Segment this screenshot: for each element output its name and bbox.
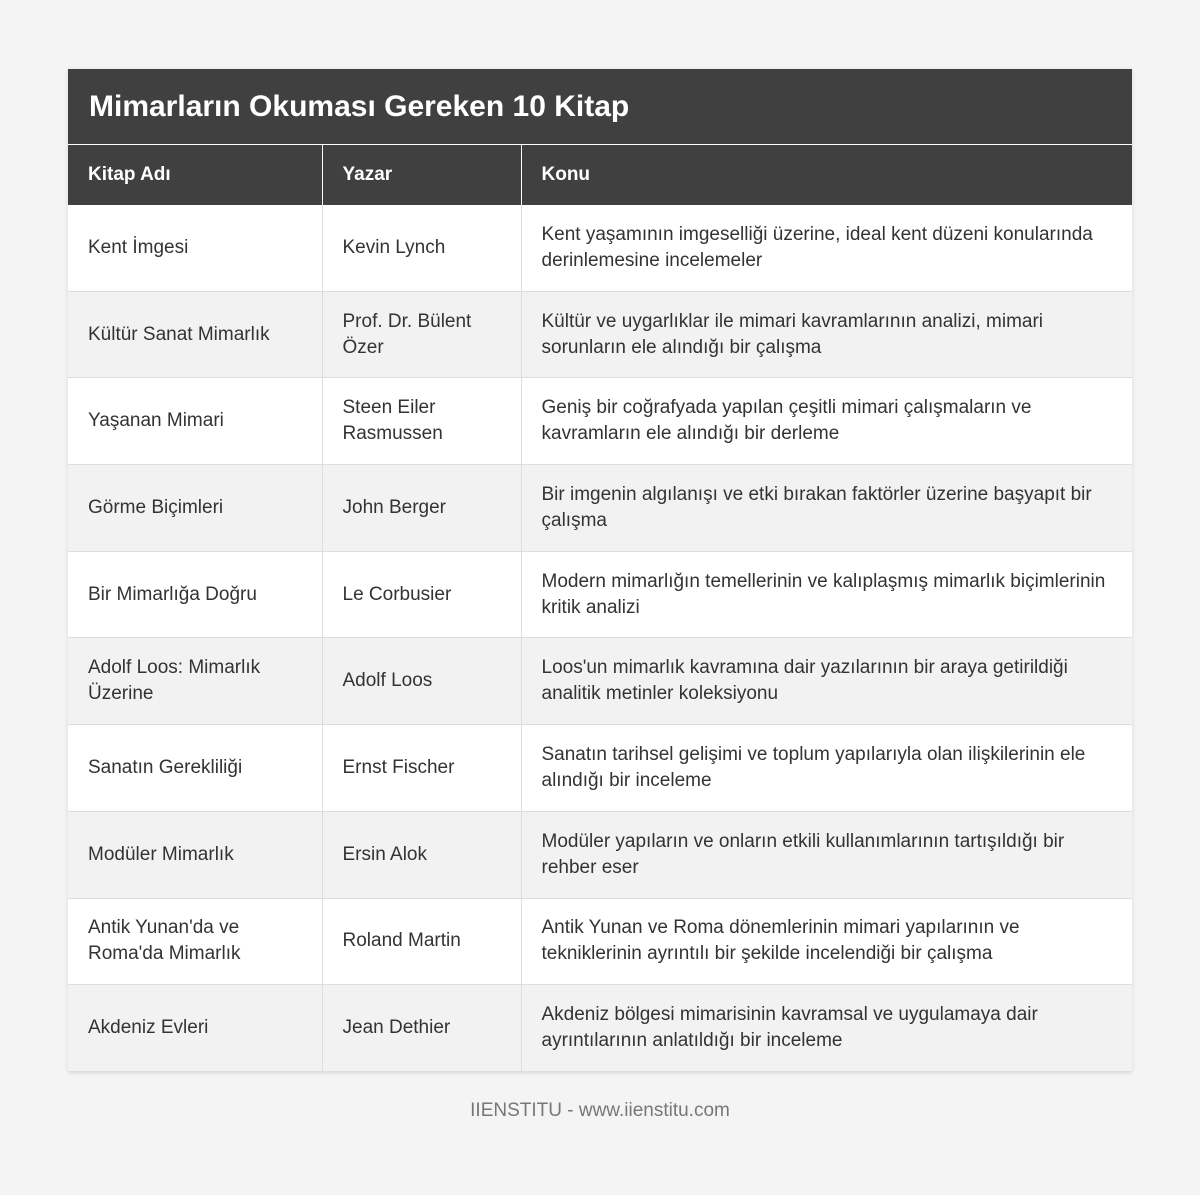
cell-book-name: Bir Mimarlığa Doğru xyxy=(68,551,322,638)
table-row xyxy=(68,465,1132,552)
table-row xyxy=(68,551,1132,638)
table-row xyxy=(68,291,1132,378)
cell-author: Prof. Dr. Bülent Özer xyxy=(322,291,521,378)
table-header-row xyxy=(68,145,1132,205)
cell-topic: Kültür ve uygarlıklar ile mimari kavramlarının analizi, mimari sorunların ele alındığı bir çalışma xyxy=(521,291,1132,378)
cell-author: Ernst Fischer xyxy=(322,725,521,812)
cell-topic: Geniş bir coğrafyada yapılan çeşitli mimari çalışmaların ve kavramların ele alındığı bir derleme xyxy=(521,378,1132,465)
cell-topic: Modern mimarlığın temellerinin ve kalıplaşmış mimarlık biçimlerinin kritik analizi xyxy=(521,551,1132,638)
table-title: Mimarların Okuması Gereken 10 Kitap xyxy=(68,69,1132,144)
cell-topic: Akdeniz bölgesi mimarisinin kavramsal ve uygulamaya dair ayrıntılarının anlatıldığı bir inceleme xyxy=(521,985,1132,1072)
cell-topic: Kent yaşamının imgeselliği üzerine, ideal kent düzeni konularında derinlemesine incelemeler xyxy=(521,205,1132,292)
cell-book-name: Sanatın Gerekliliği xyxy=(68,725,322,812)
cell-book-name: Kent İmgesi xyxy=(68,205,322,292)
cell-author: John Berger xyxy=(322,465,521,552)
cell-topic: Bir imgenin algılanışı ve etki bırakan faktörler üzerine başyapıt bir çalışma xyxy=(521,465,1132,552)
cell-topic: Sanatın tarihsel gelişimi ve toplum yapılarıyla olan ilişkilerinin ele alındığı bir inceleme xyxy=(521,725,1132,812)
cell-book-name: Antik Yunan'da ve Roma'da Mimarlık xyxy=(68,898,322,985)
cell-author: Kevin Lynch xyxy=(322,205,521,292)
table-row xyxy=(68,985,1132,1072)
footer-credit: IIENSTITU - www.iienstitu.com xyxy=(470,1100,730,1121)
cell-author: Steen Eiler Rasmussen xyxy=(322,378,521,465)
cell-book-name: Kültür Sanat Mimarlık xyxy=(68,291,322,378)
cell-author: Roland Martin xyxy=(322,898,521,985)
table-row xyxy=(68,205,1132,292)
cell-book-name: Yaşanan Mimari xyxy=(68,378,322,465)
cell-topic: Antik Yunan ve Roma dönemlerinin mimari yapılarının ve tekniklerinin ayrıntılı bir şekilde incelendiği bir çalışma xyxy=(521,898,1132,985)
table-row xyxy=(68,378,1132,465)
books-table-card xyxy=(68,69,1132,1072)
cell-book-name: Adolf Loos: Mimarlık Üzerine xyxy=(68,638,322,725)
column-header-topic: Konu xyxy=(521,145,1132,205)
cell-topic: Loos'un mimarlık kavramına dair yazılarının bir araya getirildiği analitik metinler koleksiyonu xyxy=(521,638,1132,725)
cell-topic: Modüler yapıların ve onların etkili kullanımlarının tartışıldığı bir rehber eser xyxy=(521,811,1132,898)
cell-author: Le Corbusier xyxy=(322,551,521,638)
books-table xyxy=(68,144,1132,1072)
table-row xyxy=(68,898,1132,985)
cell-book-name: Akdeniz Evleri xyxy=(68,985,322,1072)
table-row xyxy=(68,811,1132,898)
cell-book-name: Görme Biçimleri xyxy=(68,465,322,552)
cell-book-name: Modüler Mimarlık xyxy=(68,811,322,898)
cell-author: Ersin Alok xyxy=(322,811,521,898)
column-header-author: Yazar xyxy=(322,145,521,205)
table-row xyxy=(68,638,1132,725)
column-header-book-name: Kitap Adı xyxy=(68,145,322,205)
cell-author: Adolf Loos xyxy=(322,638,521,725)
cell-author: Jean Dethier xyxy=(322,985,521,1072)
table-row xyxy=(68,725,1132,812)
